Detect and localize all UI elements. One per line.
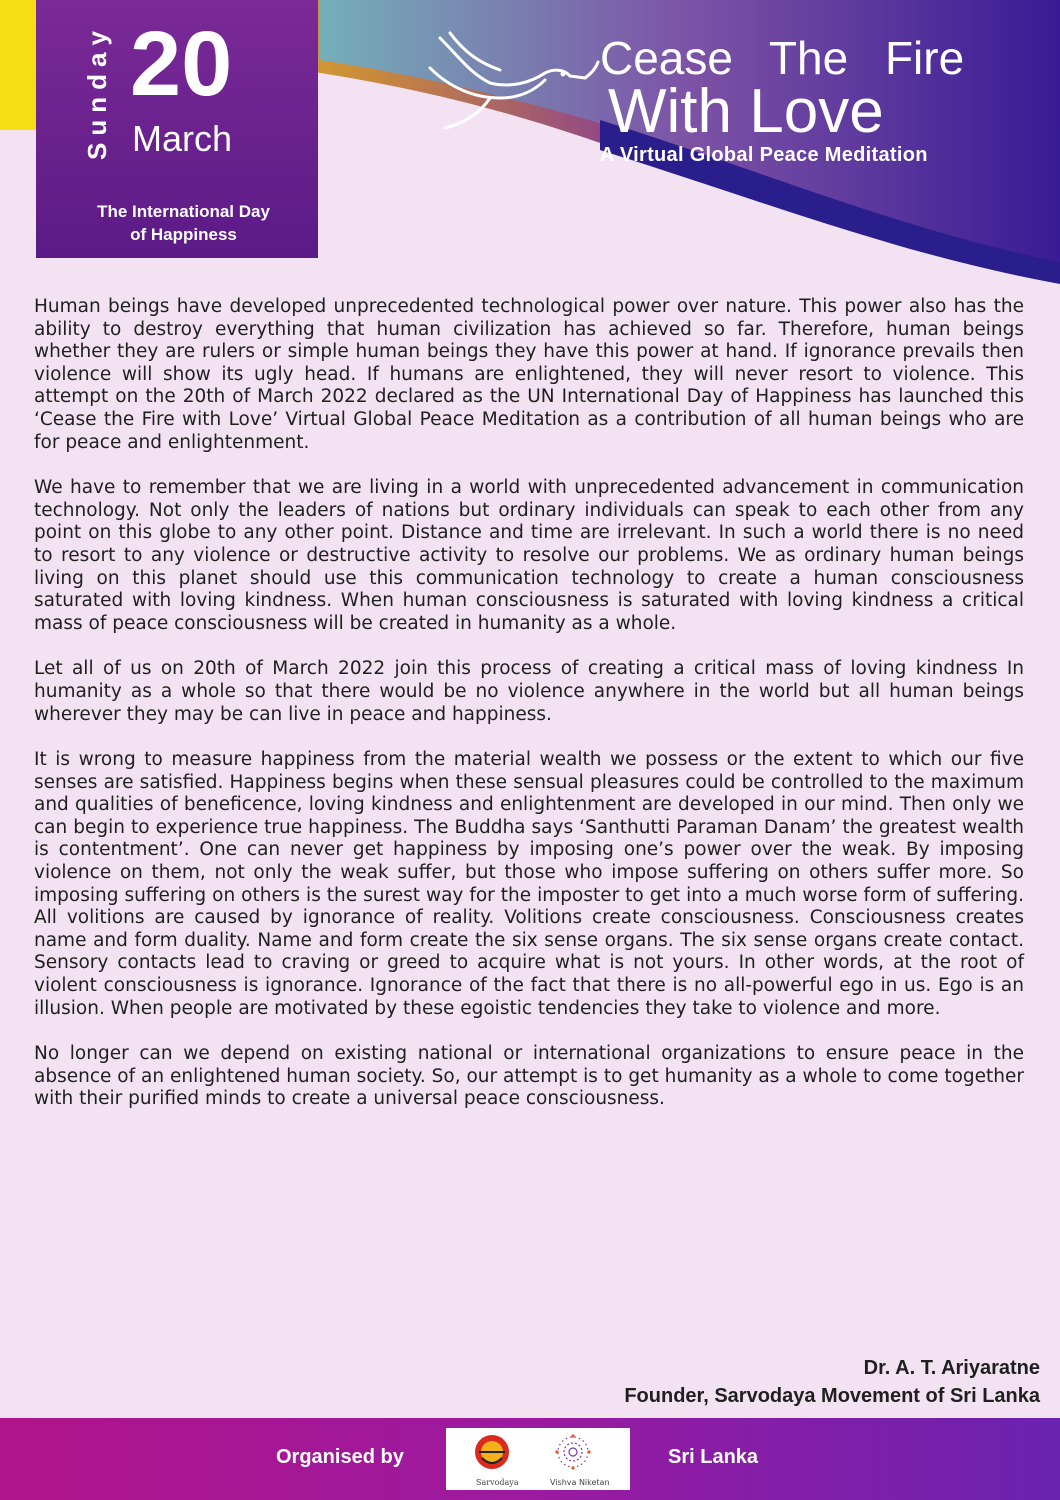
header-banner — [0, 0, 1060, 290]
date-box — [36, 0, 318, 258]
dove-icon — [420, 28, 600, 138]
signature-block — [624, 1354, 1040, 1410]
paragraph: We have to remember that we are living in a world with unprecedented advancement in communication technology. Not only the leaders of nations but ordinary individuals can speak to each other from any point on this globe to any other point. Distance and time are irrelevant. In such a world there is no need to resort to any violence or destructive activity to resolve our problems. We as ordinary human beings living on this planet should use this communication technology to create a human consciousness saturated with loving kindness. When human consciousness is saturated with loving kindness a critical mass of peace consciousness will be created in humanity as a whole. — [34, 477, 1024, 634]
organised-by-label: Organised by — [276, 1446, 404, 1468]
paragraph: It is wrong to measure happiness from the material wealth we possess or the extent to which our five senses are satisfied. Happiness begins when these sensual pleasures could be controlled to the maximum and qualities of beneficence, loving kindness and enlightenment are developed in our mind. Then only we can begin to experience true happiness. The Buddha says ‘Santhutti Paraman Danam’ the greatest wealth is contentment’. One can never get happiness by imposing one’s power over the weak. By imposing violence on them, not only the weak suffer, but those who impose suffering on others suffer more. So imposing suffering on others is the surest way for the imposter to get into a much worse form of suffering. All volitions are caused by ignorance of reality. Volitions create consciousness. Consciousness creates name and form duality. Name and form create the six sense organs. The six sense organs create contact. Sensory contacts lead to craving or greed to acquire what is not yours. In other words, at the root of violent consciousness is ignorance. Ignorance of the fact that there is no all-powerful ego in us. Ego is an illusion. When people are motivated by these egoistic tendencies they take to violence and more. — [34, 749, 1024, 1019]
title-line-1: Cease The Fire — [600, 32, 965, 84]
logo-2-caption: Vishva Niketan — [550, 1478, 610, 1487]
occasion-label: The International Day of Happiness — [97, 202, 270, 244]
paragraph: Human beings have developed unprecedented technological power over nature. This power also has the ability to destroy everything that human civilization has achieved so far. Therefore, human beings whether they are rulers or simple human beings they have this power at hand. If ignorance prevails then violence will show its ugly head. If humans are enlightened, they will never resort to violence. This attempt on the 20th of March 2022 declared as the UN International Day of Happiness has launched this ‘Cease the Fire with Love’ Virtual Global Peace Meditation as a contribution of all human beings who are for peace and enlightenment. — [34, 296, 1024, 453]
title-line-2: With Love — [608, 77, 884, 146]
weekday-label: Sunday — [82, 24, 112, 160]
message-body — [34, 296, 1024, 1134]
event-subtitle: A Virtual Global Peace Meditation — [600, 144, 928, 166]
paragraph: Let all of us on 20th of March 2022 join this process of creating a critical mass of loving kindness In humanity as a whole so that there would be no violence anywhere in the world but all human beings wherever they may be can live in peace and happiness. — [34, 658, 1024, 725]
signature-title: Founder, Sarvodaya Movement of Sri Lanka — [624, 1385, 1040, 1407]
footer-bar — [0, 1418, 1060, 1500]
month-label: March — [132, 118, 233, 159]
logo-1-caption: Sarvodaya — [476, 1478, 519, 1487]
day-number: 20 — [130, 13, 233, 115]
event-title — [600, 34, 1040, 167]
organiser-logos — [446, 1428, 630, 1490]
signature-name: Dr. A. T. Ariyaratne — [863, 1357, 1040, 1379]
country-label: Sri Lanka — [668, 1446, 759, 1468]
paragraph: No longer can we depend on existing national or international organizations to ensure peace in the absence of an enlightened human society. So, our attempt is to get humanity as a whole to come together with their purified minds to create a universal peace consciousness. — [34, 1043, 1024, 1110]
